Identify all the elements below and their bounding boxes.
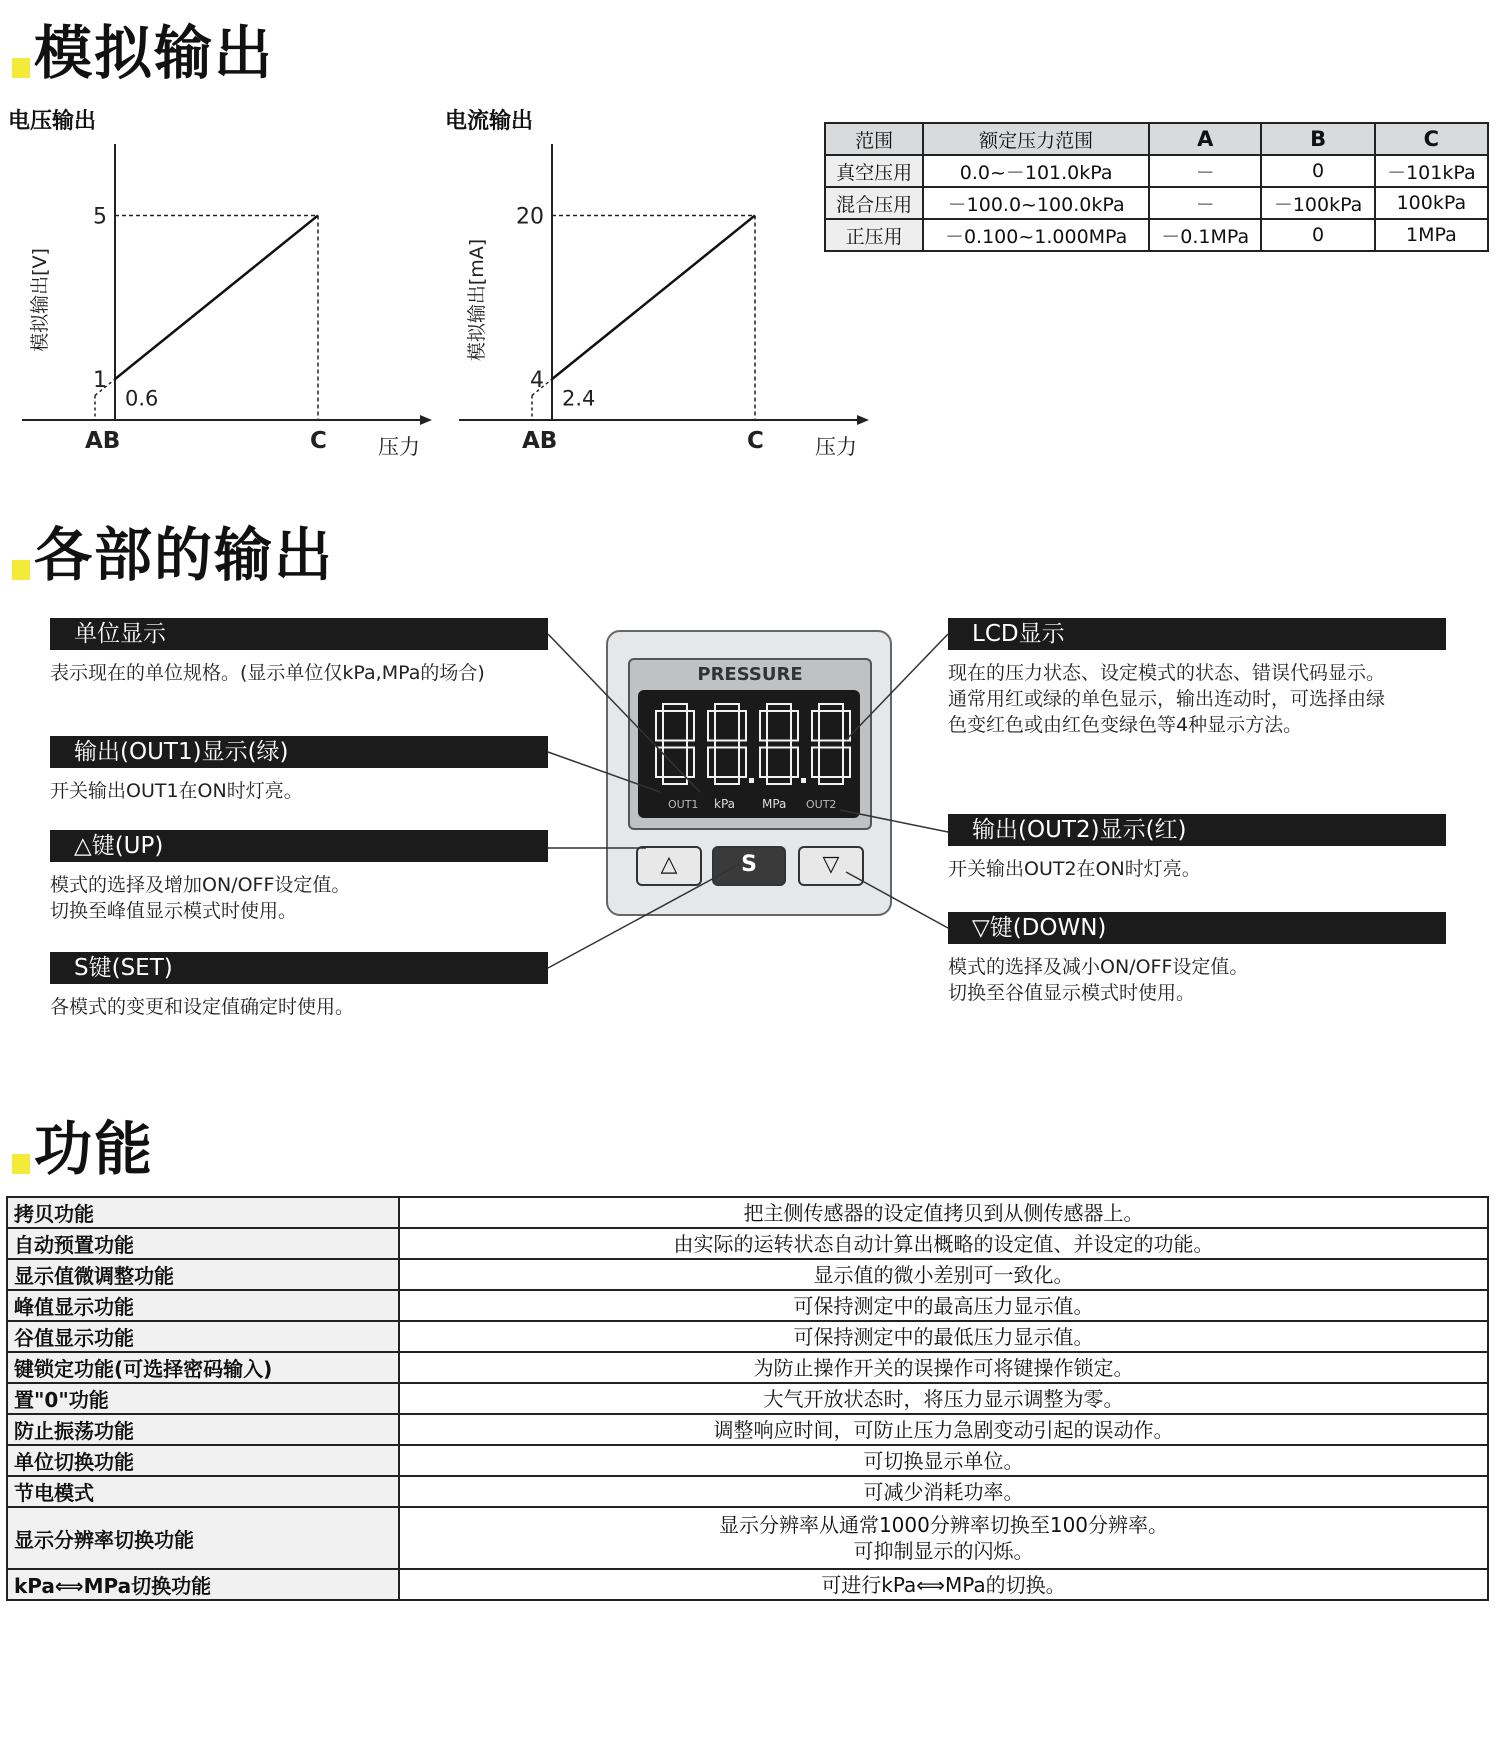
- y-axis-label: 模拟输出[mA]: [466, 238, 488, 362]
- function-desc: 可进行kPa⟺MPa的切换。: [399, 1569, 1488, 1600]
- table-row: [7, 1445, 1488, 1476]
- up-button[interactable]: △: [636, 846, 702, 886]
- lcd-segment: [663, 704, 687, 711]
- function-desc: 显示分辨率从通常1000分辨率切换至100分辨率。 可抑制显示的闪烁。: [399, 1507, 1488, 1569]
- lcd-segment: [791, 748, 798, 778]
- function-desc: 调整响应时间，可防止压力急剧变动引起的误动作。: [399, 1414, 1488, 1445]
- function-name: 拷贝功能: [7, 1197, 399, 1228]
- pressure-switch-device: [606, 630, 892, 916]
- lcd-segment: [687, 711, 694, 741]
- function-table: [6, 1196, 1489, 1601]
- indicator-kpa: kPa: [714, 797, 735, 811]
- device-brand: PRESSURE: [697, 664, 803, 685]
- y-tick-label: 20: [516, 204, 544, 230]
- function-name: 谷值显示功能: [7, 1321, 399, 1352]
- lcd-segment: [687, 748, 694, 778]
- part-lcd-display: [948, 618, 1446, 738]
- x-tick-label: C: [310, 428, 327, 454]
- part-down-title: ▽键(DOWN): [948, 912, 1446, 944]
- header-b: B: [1261, 123, 1374, 155]
- x-axis-arrow: [420, 415, 432, 425]
- part-up-key: [50, 830, 548, 924]
- lcd-digits-svg: [638, 690, 860, 818]
- annotation-label: 0.6: [125, 386, 159, 411]
- indicator-mpa: MPa: [762, 797, 787, 811]
- part-unit-display: [50, 618, 548, 686]
- indicator-out1: OUT1: [668, 798, 699, 811]
- table-cell: －100.0~100.0kPa: [923, 187, 1149, 219]
- lcd-segment: [708, 748, 715, 778]
- lcd-segment: [739, 711, 746, 741]
- table-row: [7, 1569, 1488, 1600]
- section-title-functions: [12, 1115, 155, 1183]
- table-cell: －: [1149, 187, 1261, 219]
- lcd-segment: [656, 748, 663, 778]
- function-name: 自动预置功能: [7, 1228, 399, 1259]
- table-cell: 混合压用: [825, 187, 923, 219]
- header-a: A: [1149, 123, 1261, 155]
- title-marker: [12, 560, 30, 580]
- function-name: 防止振荡功能: [7, 1414, 399, 1445]
- table-row: [7, 1197, 1488, 1228]
- part-lcd-desc: 现在的压力状态、设定模式的状态、错误代码显示。 通常用红或绿的单色显示，输出连动时，可选择由绿 色变红色或由红色变绿色等4种显示方法。: [948, 662, 1386, 736]
- table-row: [7, 1414, 1488, 1445]
- lcd-segment: [739, 748, 746, 778]
- part-out2-display: [948, 814, 1446, 882]
- table-cell: 正压用: [825, 219, 923, 251]
- down-button[interactable]: ▽: [798, 846, 864, 886]
- table-row: [7, 1228, 1488, 1259]
- lcd-segment: [715, 777, 739, 784]
- table-header-row: [825, 123, 1488, 155]
- lcd-segment: [767, 777, 791, 784]
- lcd-segment: [791, 711, 798, 741]
- table-cell: 真空压用: [825, 155, 923, 187]
- table-cell: 0: [1261, 155, 1374, 187]
- lcd-segment: [812, 711, 819, 741]
- voltage-chart-title: 电压输出: [8, 109, 97, 134]
- table-cell: －100kPa: [1261, 187, 1374, 219]
- function-desc: 大气开放状态时，将压力显示调整为零。: [399, 1383, 1488, 1414]
- header-range: 范围: [825, 123, 923, 155]
- annotation-label: 2.4: [562, 386, 596, 411]
- header-c: C: [1375, 123, 1488, 155]
- lcd-segment: [767, 741, 791, 748]
- screen-frame: [628, 658, 872, 830]
- section-title-parts: [12, 521, 335, 589]
- table-row: [7, 1352, 1488, 1383]
- table-cell: －: [1149, 155, 1261, 187]
- x-axis-label: 压力: [378, 435, 420, 459]
- x-tick-label: C: [747, 428, 764, 454]
- series-line: [552, 215, 755, 379]
- lcd-segment: [760, 711, 767, 741]
- y-tick-label: 1: [93, 368, 107, 394]
- lcd-segment: [843, 748, 850, 778]
- table-cell: 0: [1261, 219, 1374, 251]
- function-name: 单位切换功能: [7, 1445, 399, 1476]
- part-out1-title: 输出(OUT1)显示(绿): [50, 736, 548, 768]
- section-title-analog: [12, 19, 275, 87]
- lcd-segment: [663, 741, 687, 748]
- table-row: [825, 219, 1488, 251]
- indicator-out2: OUT2: [806, 798, 837, 811]
- part-out1-display: [50, 736, 548, 804]
- lcd-segment: [819, 777, 843, 784]
- function-name: 显示值微调整功能: [7, 1259, 399, 1290]
- lcd-segment: [819, 704, 843, 711]
- function-desc: 为防止操作开关的误操作可将键操作锁定。: [399, 1352, 1488, 1383]
- part-unit-title: 单位显示: [50, 618, 548, 650]
- table-cell: 1MPa: [1375, 219, 1488, 251]
- part-up-desc: 模式的选择及增加ON/OFF设定值。 切换至峰值显示模式时使用。: [50, 874, 351, 922]
- set-button[interactable]: S: [712, 846, 786, 886]
- section-title-text: 模拟输出: [34, 19, 275, 87]
- function-name: 峰值显示功能: [7, 1290, 399, 1321]
- part-set-title: S键(SET): [50, 952, 548, 984]
- part-set-desc: 各模式的变更和设定值确定时使用。: [50, 996, 355, 1018]
- lcd-segment: [812, 748, 819, 778]
- function-name: 置"0"功能: [7, 1383, 399, 1414]
- x-tick-label: AB: [522, 428, 558, 454]
- table-row: [7, 1507, 1488, 1569]
- lcd-display: [638, 690, 860, 818]
- lcd-segment: [767, 704, 791, 711]
- table-row: [7, 1383, 1488, 1414]
- part-down-key: [948, 912, 1446, 1006]
- lcd-segment: [819, 741, 843, 748]
- part-set-key: [50, 952, 548, 1020]
- section-title-text: 功能: [34, 1115, 155, 1183]
- y-tick-label: 5: [93, 204, 107, 230]
- table-cell: 100kPa: [1375, 187, 1488, 219]
- table-row: [825, 187, 1488, 219]
- lcd-segment: [715, 741, 739, 748]
- table-cell: －101kPa: [1375, 155, 1488, 187]
- voltage-chart: [0, 130, 440, 470]
- function-name: kPa⟺MPa切换功能: [7, 1569, 399, 1600]
- table-row: [825, 155, 1488, 187]
- lcd-segment: [715, 704, 739, 711]
- function-desc: 可减少消耗功率。: [399, 1476, 1488, 1507]
- part-up-title: △键(UP): [50, 830, 548, 862]
- part-unit-desc: 表示现在的单位规格。(显示单位仅kPa,MPa的场合): [50, 662, 485, 684]
- y-axis-label: 模拟输出[V]: [29, 248, 51, 352]
- function-desc: 显示值的微小差别可一致化。: [399, 1259, 1488, 1290]
- table-row: [7, 1321, 1488, 1352]
- x-tick-label: AB: [85, 428, 121, 454]
- table-cell: －0.1MPa: [1149, 219, 1261, 251]
- current-chart: [437, 130, 877, 470]
- function-desc: 可切换显示单位。: [399, 1445, 1488, 1476]
- table-cell: 0.0~－101.0kPa: [923, 155, 1149, 187]
- lcd-segment: [656, 711, 663, 741]
- part-lcd-title: LCD显示: [948, 618, 1446, 650]
- lcd-segment: [663, 777, 687, 784]
- part-down-desc: 模式的选择及减小ON/OFF设定值。 切换至谷值显示模式时使用。: [948, 956, 1249, 1004]
- function-desc: 把主侧传感器的设定值拷贝到从侧传感器上。: [399, 1197, 1488, 1228]
- part-out1-desc: 开关输出OUT1在ON时灯亮。: [50, 780, 303, 802]
- table-row: [7, 1476, 1488, 1507]
- title-marker: [12, 1154, 30, 1174]
- function-name: 键锁定功能(可选择密码输入): [7, 1352, 399, 1383]
- part-out2-title: 输出(OUT2)显示(红): [948, 814, 1446, 846]
- lcd-segment: [708, 711, 715, 741]
- lcd-decimal-point: [801, 778, 806, 783]
- section-title-text: 各部的输出: [34, 521, 335, 589]
- function-name: 显示分辨率切换功能: [7, 1507, 399, 1569]
- table-cell: －0.100~1.000MPa: [923, 219, 1149, 251]
- x-axis-label: 压力: [815, 435, 857, 459]
- x-axis-arrow: [857, 415, 869, 425]
- pressure-range-table: [824, 122, 1489, 252]
- lcd-segment: [760, 748, 767, 778]
- function-name: 节电模式: [7, 1476, 399, 1507]
- current-chart-title: 电流输出: [445, 109, 534, 134]
- function-desc: 由实际的运转状态自动计算出概略的设定值、并设定的功能。: [399, 1228, 1488, 1259]
- lcd-decimal-point: [749, 778, 754, 783]
- table-row: [7, 1259, 1488, 1290]
- header-rated-range: 额定压力范围: [923, 123, 1149, 155]
- function-desc: 可保持测定中的最高压力显示值。: [399, 1290, 1488, 1321]
- y-tick-label: 4: [530, 368, 544, 394]
- part-out2-desc: 开关输出OUT2在ON时灯亮。: [948, 858, 1201, 880]
- lcd-segment: [843, 711, 850, 741]
- table-row: [7, 1290, 1488, 1321]
- series-line: [115, 215, 318, 379]
- function-desc: 可保持测定中的最低压力显示值。: [399, 1321, 1488, 1352]
- title-marker: [12, 58, 30, 78]
